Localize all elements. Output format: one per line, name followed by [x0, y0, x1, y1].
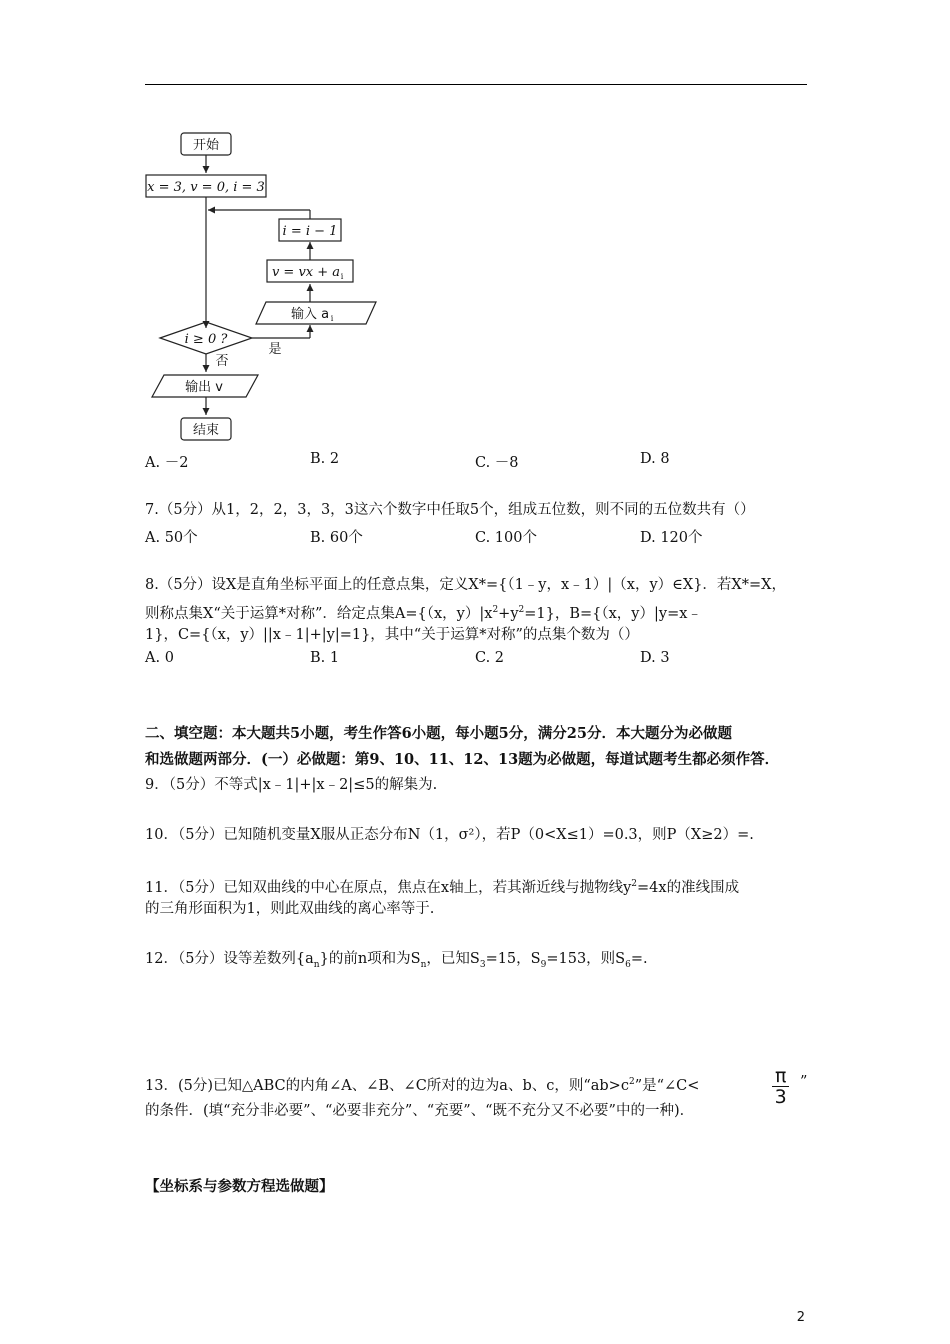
q13-close-quote: ” — [800, 1074, 808, 1090]
no-label: 否 — [215, 354, 229, 369]
output-label: 输出 v — [185, 380, 223, 395]
q6-option-d: D. 8 — [640, 451, 670, 467]
q8-option-b: B. 1 — [310, 650, 340, 666]
flowchart — [140, 128, 400, 448]
q8-option-d: D. 3 — [640, 650, 670, 666]
input-subscript: i — [330, 314, 334, 323]
q8-line2: 则称点集X“关于运算*对称”．给定点集A={（x，$y)|x^2+y^2=1$}，B={（x，y）|y=x﹣ — [145, 605, 702, 622]
q6-options — [145, 451, 845, 471]
q7-option-a: A. 50个 — [145, 530, 198, 546]
q7-text: 7.（5分）从1，2，2，3，3，3这六个数字中任取5个，组成五位数，则不同的五位数共有（） — [145, 502, 755, 518]
q6-option-a: A. －2 — [145, 455, 189, 471]
update-subscript: i — [340, 272, 344, 281]
update-label: v = vx + a — [271, 265, 341, 280]
q12-text: 12．（5分）设等差数列$\{a_n\}$的前n项和为$S_n$，已知$S_3=15$，$S_9=153$，则$S_6=$. — [145, 951, 648, 970]
q8-option-a: A. 0 — [145, 650, 174, 666]
q7-option-b: B. 60个 — [310, 530, 363, 546]
q6-option-c: C. －8 — [475, 455, 519, 471]
q8-options — [145, 650, 845, 670]
q7-option-c: C. 100个 — [475, 530, 537, 546]
decrement-label: i = i − 1 — [282, 224, 338, 239]
q13-frac-denominator: 3 — [774, 1086, 787, 1108]
init-label: x = 3, v = 0, i = 3 — [147, 180, 265, 195]
condition-label: i ≥ 0 ? — [184, 332, 228, 347]
end-label: 结束 — [192, 423, 220, 438]
q13-line2: 的条件．(填“充分非必要”、“必要非充分”、“充要”、“既不充分又不必要”中的一种)． — [145, 1103, 695, 1119]
q8-line3: 1}，C={（x，y）||x﹣1|+|y|=1}，其中“关于运算*对称”的点集个数为（） — [145, 627, 639, 643]
q11-line1: 11．（5分）已知双曲线的中心在原点，焦点在x轴上，若其渐近线与抛物线$y^2=4x$的准线围成 — [145, 879, 740, 896]
q10-text: 10．（5分）已知随机变量X服从正态分布N（1，σ²），若P（0<X≤1）=0.3，则P（X≥2）=. — [145, 827, 754, 843]
section2-line1: 二、填空题：本大题共5小题，考生作答6小题，每小题5分，满分25分．本大题分为必做题 — [145, 725, 732, 742]
start-label: 开始 — [192, 138, 220, 153]
q7-options — [145, 526, 845, 546]
q9-text: 9．（5分）不等式|x﹣1|+|x﹣2|≤5的解集为. — [145, 777, 438, 793]
q7-option-d: D. 120个 — [640, 530, 703, 546]
page-number: 2 — [796, 1310, 805, 1325]
q6-option-b: B. 2 — [310, 451, 340, 467]
section-title: 【坐标系与参数方程选做题】 — [145, 1178, 334, 1195]
yes-label: 是 — [268, 342, 282, 357]
q8-line1: 8.（5分）设X是直角坐标平面上的任意点集，定义X*={（1﹣y，x﹣1）|（x，y）∈X}．若X*=X， — [145, 577, 786, 593]
input-label: 输入 a — [290, 307, 330, 322]
header-rule — [145, 84, 807, 85]
q13-frac-numerator: π — [772, 1066, 789, 1087]
q13-fraction — [772, 1066, 789, 1107]
q11-line2: 的三角形面积为1，则此双曲线的离心率等于. — [145, 901, 435, 917]
section2-line2: 和选做题两部分．(一）必做题：第9、10、11、12、13题为必做题，每道试题考生都必须作答． — [145, 751, 780, 768]
q8-option-c: C. 2 — [475, 650, 505, 666]
q13-line1: 13．(5分)已知△ABC的内角∠A、∠B、∠C所对的边为a、b、c，则“$ab>c^2$”是“∠C< — [145, 1077, 700, 1094]
